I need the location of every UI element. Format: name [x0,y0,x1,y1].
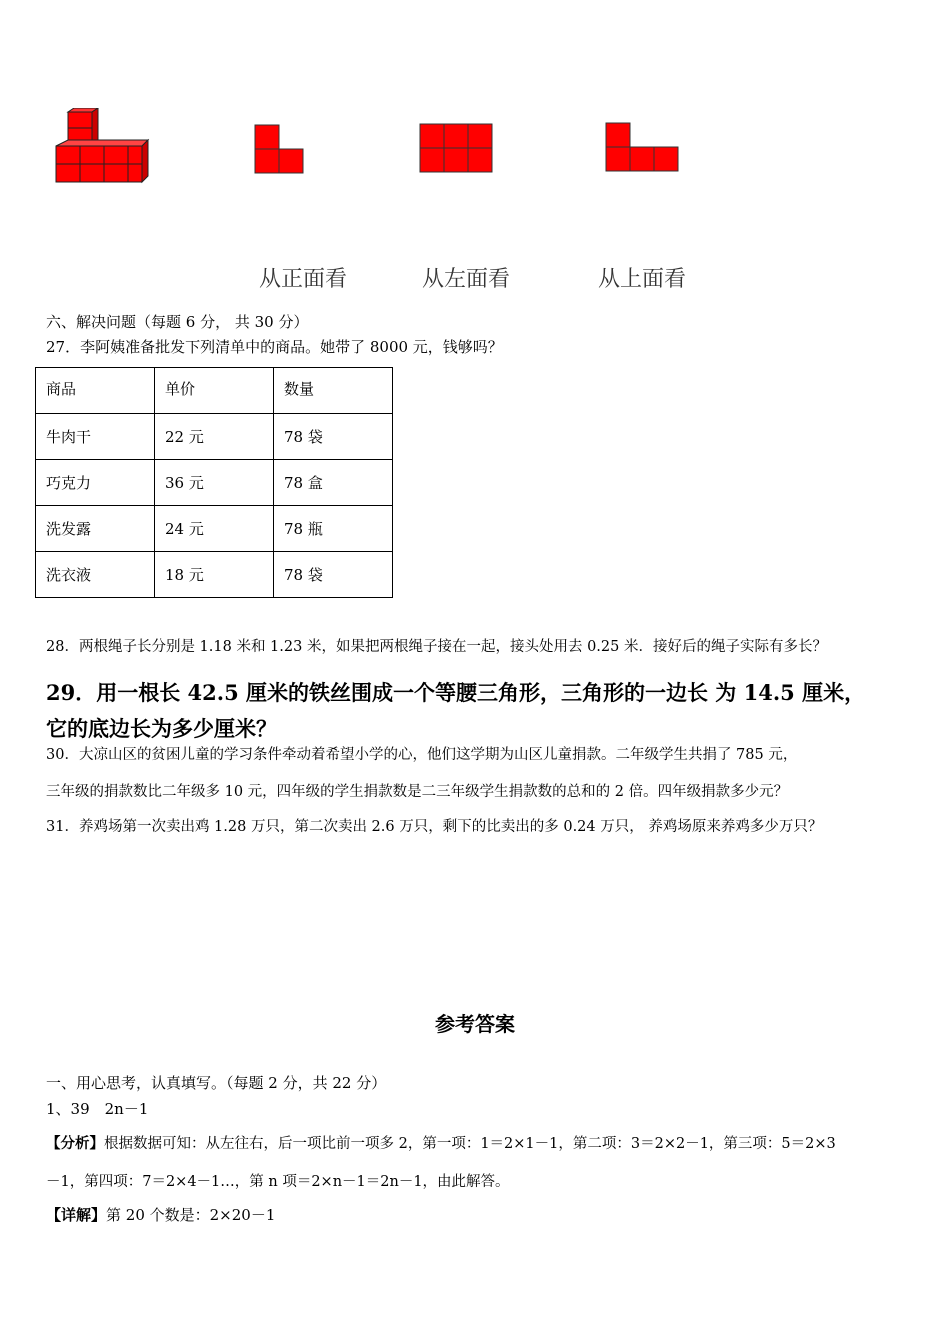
detail-tag: 【详解】 [46,1206,107,1224]
question-30-line1: 30．大凉山区的贫困儿童的学习条件牵动着希望小学的心，他们这学期为山区儿童捐款。二年级学生共捐了 785 元， [46,747,798,763]
question-28: 28．两根绳子长分别是 1.18 米和 1.23 米，如果把两根绳子接在一起，接头处用去 0.25 米．接好后的绳子实际有多长？ [46,639,827,655]
table-cell: 78 袋 [274,552,393,598]
table-cell: 22 元 [155,414,274,460]
table-cell: 牛肉干 [36,414,155,460]
answers-section1-heading: 一、用心思考，认真填写。（每题 2 分，共 22 分） [46,1074,387,1092]
analysis-line1 [46,1132,836,1153]
table-cell: 18 元 [155,552,274,598]
table-row [36,506,393,552]
section6-heading: 六、解决问题（每题 6 分， 共 30 分） [46,313,309,331]
top-view-figure [605,122,681,174]
table-cell: 36 元 [155,460,274,506]
goods-table [35,367,393,598]
header-cell: 商品 [36,368,155,414]
analysis-tag: 【分析】 [46,1135,104,1152]
table-row [36,414,393,460]
table-cell: 巧克力 [36,460,155,506]
question-29-line1: 29．用一根长 42.5 厘米的铁丝围成一个等腰三角形，三角形的一边长 为 14.5 厘米， [46,680,866,705]
table-header-row [36,368,393,414]
header-cell: 数量 [274,368,393,414]
table-row [36,552,393,598]
header-cell: 单价 [155,368,274,414]
table-row [36,460,393,506]
question-27: 27．李阿姨准备批发下列清单中的商品。她带了 8000 元，钱够吗？ [46,338,503,356]
solid-figure [50,108,155,186]
question-30-line2: 三年级的捐款数比二年级多 10 元，四年级的学生捐款数是二三年级学生捐款数的总和的 2 倍。四年级捐款多少元？ [46,784,789,800]
answers-title: 参考答案 [435,1012,515,1036]
top-view-label: 从上面看 [598,267,687,292]
table-cell: 24 元 [155,506,274,552]
analysis-text: 根据数据可知：从左往右，后一项比前一项多 2，第一项：1＝2×1－1，第二项：3＝2×2－1，第三项：5＝2×3 [104,1136,836,1152]
front-view-figure [254,124,306,176]
table-cell: 78 袋 [274,414,393,460]
left-view-label: 从左面看 [422,267,511,292]
left-view-figure [419,123,495,175]
front-view-label: 从正面看 [259,267,348,292]
table-cell: 洗发露 [36,506,155,552]
detail-text: 第 20 个数是：2×20－1 [106,1206,276,1224]
answer-1: 1、39 2n－1 [46,1100,149,1118]
analysis-line2: －1，第四项：7＝2×4－1…，第 n 项＝2×n－1＝2n－1，由此解答。 [46,1174,510,1190]
question-31: 31．养鸡场第一次卖出鸡 1.28 万只，第二次卖出 2.6 万只，剩下的比卖出的多 0.24 万只， 养鸡场原来养鸡多少万只？ [46,819,823,835]
table-cell: 洗衣液 [36,552,155,598]
table-cell: 78 瓶 [274,506,393,552]
detail-line [46,1204,275,1225]
table-cell: 78 盒 [274,460,393,506]
question-29-line2: 它的底边长为多少厘米？ [46,716,277,741]
